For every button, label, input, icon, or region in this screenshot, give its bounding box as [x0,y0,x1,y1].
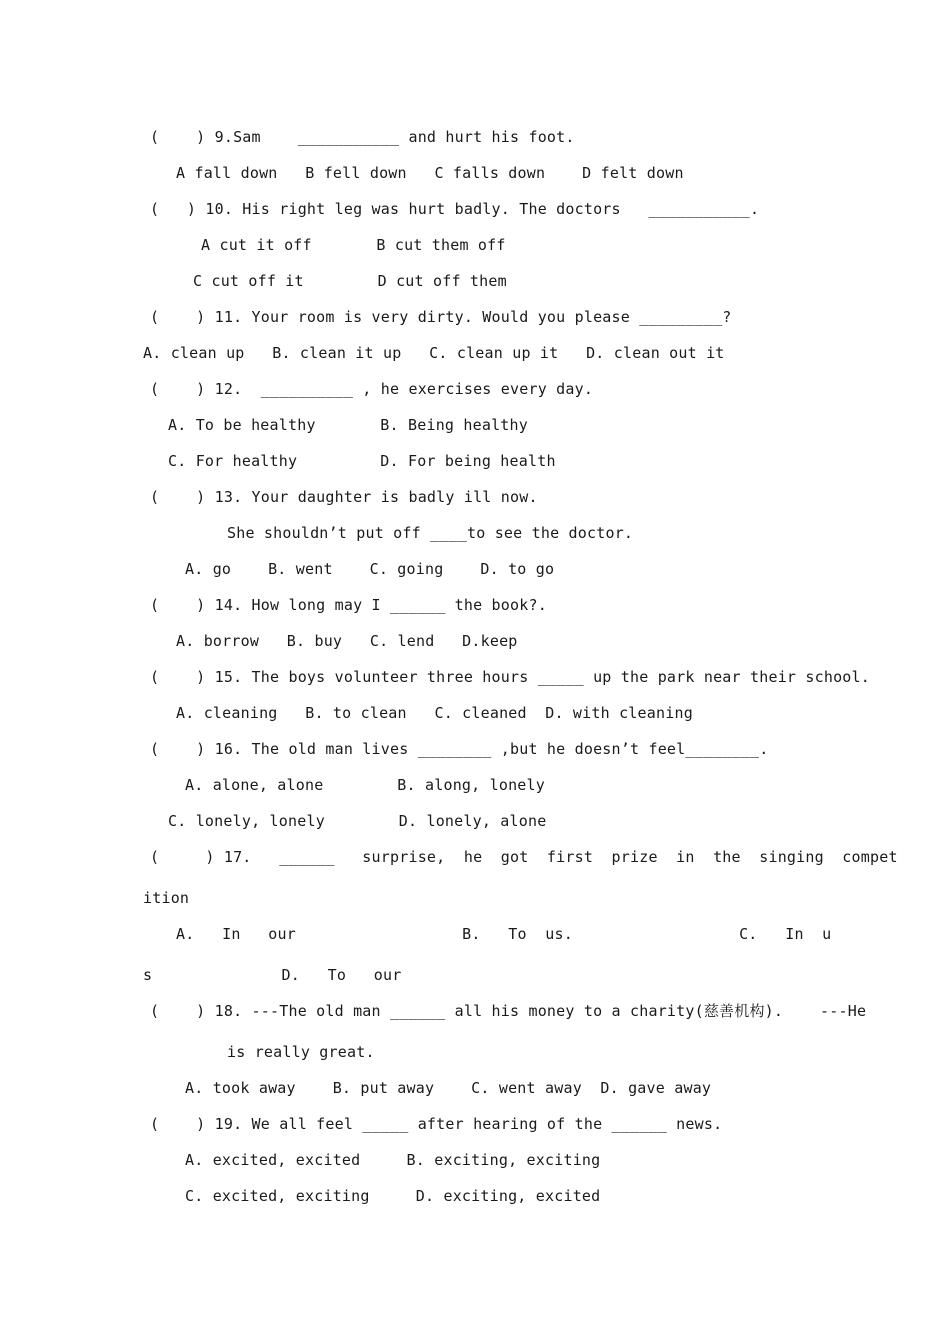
question-17-options: A. In our B. To us. C. In u [176,925,832,943]
question-17-options-continued: s D. To our [143,966,402,984]
question-12: ( ) 12. __________ , he exercises every day. [150,380,594,398]
question-18: ( ) 18. ---The old man ______ all his money to a charity(慈善机构). ---He [150,1002,867,1020]
question-11: ( ) 11. Your room is very dirty. Would you please _________? [150,308,732,326]
question-13: ( ) 13. Your daughter is badly ill now. [150,488,538,506]
question-12-options-ab: A. To be healthy B. Being healthy [168,416,528,434]
question-16-options-cd: C. lonely, lonely D. lonely, alone [168,812,547,830]
question-17-continued: ition [143,889,190,907]
question-16: ( ) 16. The old man lives ________ ,but he doesn’t feel________. [150,740,769,758]
question-19: ( ) 19. We all feel _____ after hearing of the ______ news. [150,1115,723,1133]
question-10-options-cd: C cut off it D cut off them [193,272,507,290]
question-14: ( ) 14. How long may I ______ the book?. [150,596,547,614]
question-15: ( ) 15. The boys volunteer three hours _____ up the park near their school. [150,668,870,686]
question-10: ( ) 10. His right leg was hurt badly. The doctors ___________. [150,200,760,218]
question-18-options: A. took away B. put away C. went away D. gave away [185,1079,712,1097]
question-17: ( ) 17. ______ surprise, he got first prize in the singing compet [150,848,898,866]
question-14-options: A. borrow B. buy C. lend D.keep [176,632,518,650]
question-12-options-cd: C. For healthy D. For being health [168,452,556,470]
question-13-sentence: She shouldn’t put off ____to see the doctor. [227,524,634,542]
question-10-options-ab: A cut it off B cut them off [201,236,506,254]
question-19-options-cd: C. excited, exciting D. exciting, excited [185,1187,601,1205]
question-9-options: A fall down B fell down C falls down D felt down [176,164,684,182]
question-16-options-ab: A. alone, alone B. along, lonely [185,776,545,794]
question-13-options: A. go B. went C. going D. to go [185,560,555,578]
question-15-options: A. cleaning B. to clean C. cleaned D. with cleaning [176,704,693,722]
question-11-options: A. clean up B. clean it up C. clean up it D. clean out it [143,344,725,362]
question-9: ( ) 9.Sam ___________ and hurt his foot. [150,128,575,146]
question-19-options-ab: A. excited, excited B. exciting, exciting [185,1151,601,1169]
question-18-continued: is really great. [227,1043,375,1061]
